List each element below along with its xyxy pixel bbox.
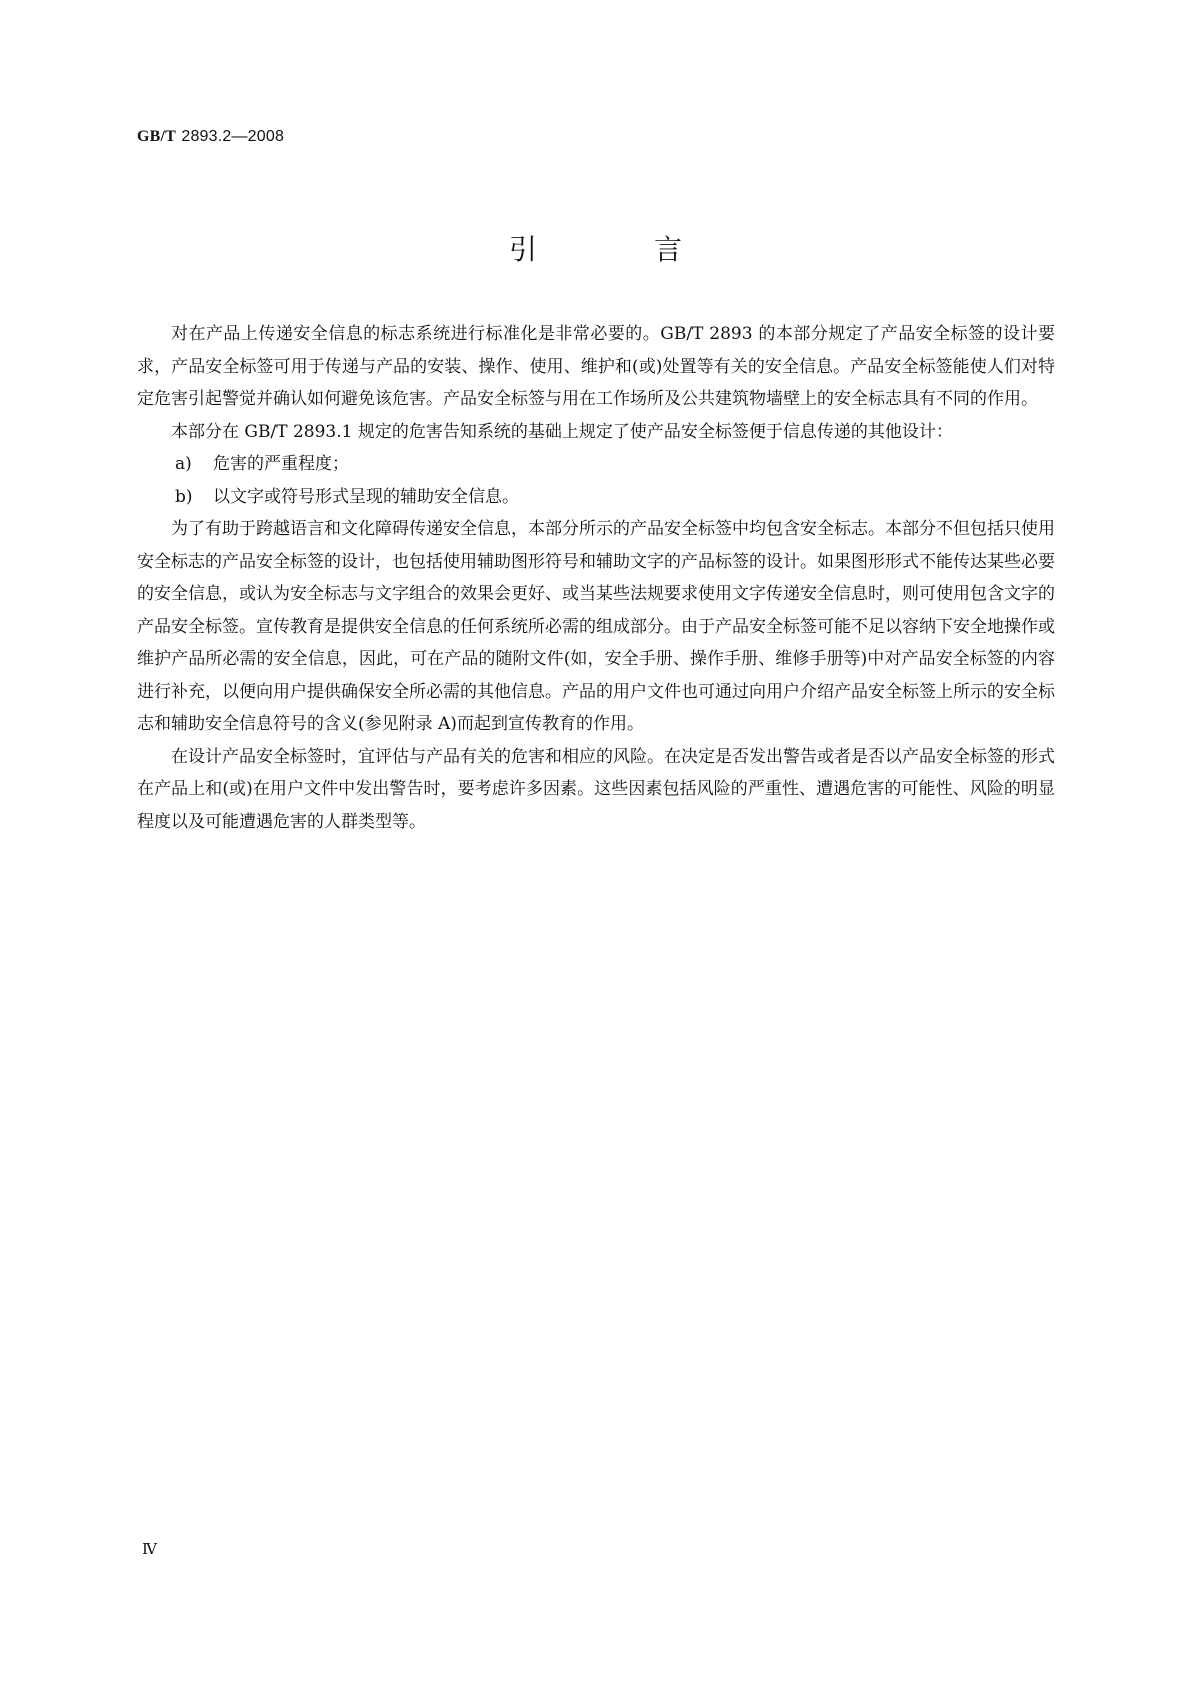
list-item-text: 以文字或符号形式呈现的辅助安全信息。 <box>213 486 519 507</box>
list-item <box>137 481 1055 514</box>
standard-code: GB/T <box>137 128 177 145</box>
introduction-body <box>137 318 1055 838</box>
list-item-marker: a) <box>175 454 192 474</box>
page-number: Ⅳ <box>142 1542 157 1558</box>
list-item <box>137 448 1055 481</box>
paragraph: 对在产品上传递安全信息的标志系统进行标准化是非常必要的。GB/T 2893 的本部分规定了产品安全标签的设计要求，产品安全标签可用于传递与产品的安装、操作、使用、维护和(或)处置等有关的安全信息。产品安全标签能使人们对特定危害引起警觉并确认如何避免该危害。产品安全标签与用在工作场所及公共建筑物墙壁上的安全标志具有不同的作用。 <box>137 324 1055 409</box>
list-item-text: 危害的严重程度； <box>213 454 349 474</box>
paragraph: 本部分在 GB/T 2893.1 规定的危害告知系统的基础上规定了使产品安全标签便于信息传递的其他设计： <box>171 421 953 442</box>
paragraph: 为了有助于跨越语言和文化障碍传递安全信息，本部分所示的产品安全标签中均包含安全标志。本部分不但包括只使用安全标志的产品安全标签的设计，也包括使用辅助图形符号和辅助文字的产品标签的设计。如果图形形式不能传达某些必要的安全信息，或认为安全标志与文字组合的效果会更好、或当某些法规要求使用文字传递安全信息时，则可使用包含文字的产品安全标签。宣传教育是提供安全信息的任何系统所必需的组成部分。由于产品安全标签可能不足以容纳下安全地操作或维护产品所必需的安全信息，因此，可在产品的随附文件(如，安全手册、操作手册、维修手册等)中对产品安全标签的内容进行补充，以便向用户提供确保安全所必需的其他信息。产品的用户文件也可通过向用户介绍产品安全标签上所示的安全标志和辅助安全信息符号的含义(参见附录 A)而起到宣传教育的作用。 <box>137 519 1055 734</box>
standard-number: 2893.2—2008 <box>181 128 285 145</box>
standard-number-header <box>137 126 284 146</box>
page-title: 引 言 <box>509 233 736 266</box>
list-item-marker: b) <box>175 486 193 507</box>
paragraph: 在设计产品安全标签时，宜评估与产品有关的危害和相应的风险。在决定是否发出警告或者是否以产品安全标签的形式在产品上和(或)在用户文件中发出警告时，要考虑许多因素。这些因素包括风险的严重性、遭遇危害的可能性、风险的明显程度以及可能遭遇危害的人群类型等。 <box>137 746 1055 832</box>
